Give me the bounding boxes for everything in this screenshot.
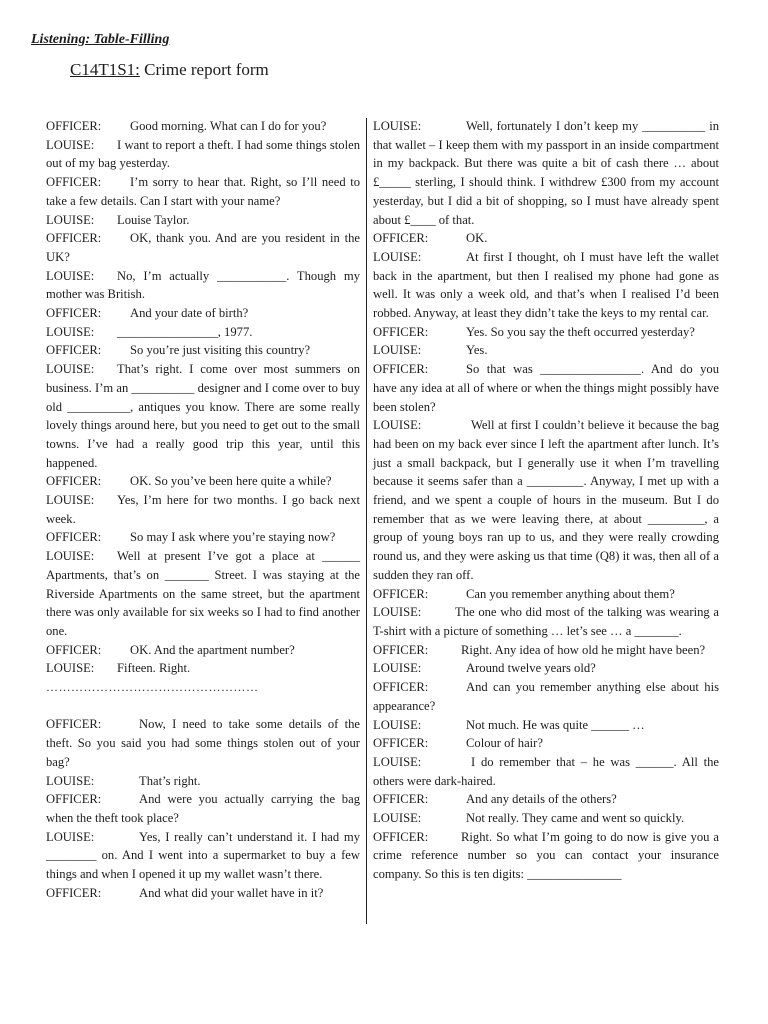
dialogue-line [373, 828, 719, 884]
speaker-label: OFFICER: [373, 324, 429, 339]
speech-text: OK, thank you. And are you resident in the UK? [46, 231, 360, 264]
speaker-label: OFFICER: [373, 792, 429, 807]
dialogue-line [46, 304, 360, 323]
speaker-label: LOUISE: [46, 268, 95, 283]
transcript-left-column [46, 117, 360, 903]
speaker-label: OFFICER: [46, 231, 102, 246]
dialogue-line [373, 659, 719, 678]
speaker-label: LOUISE: [46, 324, 95, 339]
speaker-label: OFFICER: [373, 736, 429, 751]
dialogue-line [373, 641, 719, 660]
speaker-label: LOUISE: [46, 773, 95, 788]
dialogue-line [373, 753, 719, 790]
speaker-label: LOUISE: [373, 418, 422, 433]
speaker-label: OFFICER: [373, 362, 429, 377]
speech-text: And what did your wallet have in it? [139, 885, 324, 900]
speaker-label: OFFICER: [46, 792, 102, 807]
speech-text: At first I thought, oh I must have left the wallet back in the apartment, but then I realised my phone had gone as well. It was only a week old, and that’s when I realised I’d been robbed. Anyway, at least they didn’t take the keys to my rental car. [373, 249, 719, 321]
dialogue-line [373, 416, 719, 584]
speaker-label: LOUISE: [373, 249, 422, 264]
speech-text: I want to report a theft. I had some things stolen out of my bag yesterday. [46, 137, 360, 171]
speech-text: And were you actually carrying the bag when the theft took place? [46, 792, 360, 825]
speaker-label: OFFICER: [373, 586, 429, 601]
dialogue-line [373, 229, 719, 248]
speaker-label: OFFICER: [46, 119, 102, 133]
dialogue-line [373, 248, 719, 323]
speech-text: OK. [466, 231, 488, 246]
dialogue-line [46, 341, 360, 360]
speech-text: Not really. They came and went so quickly. [466, 811, 685, 826]
dialogue-line [373, 323, 719, 342]
speaker-label: OFFICER: [46, 175, 102, 190]
dialogue-line [373, 341, 719, 360]
speaker-label: OFFICER: [46, 343, 102, 358]
speaker-label: OFFICER: [46, 642, 102, 657]
speech-text: Right. So what I’m going to do now is give you a crime reference number so you can contact your insurance company. So this is ten digits: _______________ [373, 829, 719, 882]
speaker-label: LOUISE: [373, 119, 422, 133]
speech-text: And any details of the others? [466, 792, 617, 807]
speaker-label: LOUISE: [373, 717, 422, 732]
page-heading: Listening: Table-Filling [31, 32, 170, 47]
dialogue-line [46, 547, 360, 641]
dialogue-line [373, 716, 719, 735]
dialogue-line [373, 585, 719, 604]
speaker-label: LOUISE: [373, 754, 422, 769]
dialogue-line [46, 211, 360, 230]
speaker-label: LOUISE: [46, 362, 95, 377]
speech-text: Well, fortunately I don’t keep my __________ in that wallet – I keep them with my passport in an inside compartment in my backpack. But there was quite a bit of cash there … about £_____ sterling, I should think. I withdrew £300 from my account yesterday, but I did a bit of shopping, so I must have already spent about £____ of that. [373, 119, 719, 227]
speech-text: Not much. He was quite ______ … [466, 717, 645, 732]
speech-text: Fifteen. Right. [117, 661, 191, 676]
dialogue-line [46, 828, 360, 884]
dialogue-line [46, 472, 360, 491]
speaker-label: OFFICER: [46, 717, 102, 732]
dialogue-line [46, 772, 360, 791]
speech-text: So you’re just visiting this country? [130, 343, 311, 358]
form-title [70, 60, 269, 80]
dialogue-line [373, 603, 719, 640]
dialogue-line [46, 884, 360, 903]
section-gap [46, 697, 360, 716]
speech-text: Colour of hair? [466, 736, 543, 751]
column-divider [366, 118, 367, 924]
speaker-label: LOUISE: [46, 493, 95, 508]
dialogue-line [46, 229, 360, 266]
speaker-label: OFFICER: [46, 306, 102, 321]
speaker-label: LOUISE: [373, 605, 422, 620]
dialogue-line [46, 659, 360, 678]
speaker-label: LOUISE: [46, 661, 95, 676]
speech-text: Right. Any idea of how old he might have been? [461, 642, 706, 657]
dialogue-line [46, 790, 360, 827]
speech-text: That’s right. I come over most summers on business. I’m an __________ designer and I come over to buy old __________, antiques you know. There are some really lovely things around here, but you need to get out to the small towns. I’ve had a really good trip this year, until this happened. [46, 362, 360, 470]
speaker-label: LOUISE: [373, 661, 422, 676]
dialogue-line [46, 491, 360, 528]
test-code: C14T1S1: [70, 60, 140, 79]
speech-text: Yes, I really can’t understand it. I had my ________ on. And I went into a supermarket to buy a few things and when I opened it up my wallet wasn’t there. [46, 829, 360, 882]
speaker-label: LOUISE: [373, 343, 422, 358]
dialogue-line [373, 360, 719, 416]
speaker-label: OFFICER: [373, 680, 429, 695]
speech-text: Yes. [466, 343, 488, 358]
speaker-label: OFFICER: [46, 474, 102, 489]
speech-text: OK. And the apartment number? [130, 642, 295, 657]
speech-text: Can you remember anything about them? [466, 586, 675, 601]
speech-text: So may I ask where you’re staying now? [130, 530, 336, 545]
dialogue-line [46, 641, 360, 660]
speech-text: OK. So you’ve been here quite a while? [130, 474, 332, 489]
dialogue-line [373, 809, 719, 828]
speech-text: Yes, I’m here for two months. I go back next week. [46, 493, 360, 526]
dialogue-line [46, 323, 360, 342]
speech-text: I’m sorry to hear that. Right, so I’ll need to take a few details. Can I start with your name? [46, 175, 360, 208]
form-subtitle: Crime report form [144, 60, 269, 79]
speech-text: Well at present I’ve got a place at ______ Apartments, that’s on _______ Street. I was staying at the Riverside Apartments on the same street, but the apartment there was only available for six weeks so I had to find another one. [46, 549, 360, 638]
speech-text: Now, I need to take some details of the theft. So you said you had some things stolen out of your bag? [46, 717, 360, 769]
dialogue-line [46, 360, 360, 472]
speech-text: That’s right. [139, 773, 201, 788]
transcript-right-column [373, 117, 719, 884]
speech-text: Louise Taylor. [117, 212, 190, 227]
speech-text: So that was ________________. And do you have any idea at all of where or when the things might possibly have been stolen? [373, 362, 719, 414]
speaker-label: OFFICER: [373, 642, 429, 657]
speaker-label: OFFICER: [373, 231, 429, 246]
dialogue-line [373, 117, 719, 229]
speech-text: Yes. So you say the theft occurred yesterday? [466, 324, 695, 339]
speech-text: The one who did most of the talking was wearing a T-shirt with a picture of something … let’s see … a _______. [373, 605, 719, 638]
dialogue-line [46, 528, 360, 547]
dialogue-line [46, 136, 360, 173]
speaker-label: LOUISE: [46, 137, 95, 152]
dialogue-line [46, 715, 360, 771]
speaker-label: OFFICER: [46, 530, 102, 545]
speech-text: I do remember that – he was ______. All the others were dark-haired. [373, 754, 719, 788]
dialogue-line [373, 790, 719, 809]
dialogue-line [46, 267, 360, 304]
speaker-label: OFFICER: [373, 829, 429, 844]
speech-text: ________________, 1977. [117, 324, 253, 339]
section-break-dots: …………………………………………… [46, 680, 259, 695]
dialogue-line [46, 173, 360, 210]
speaker-label: LOUISE: [46, 549, 95, 564]
speaker-label: LOUISE: [46, 212, 95, 227]
speech-text: No, I’m actually ___________. Though my mother was British. [46, 268, 360, 302]
dialogue-line [373, 678, 719, 715]
dialogue-line [46, 117, 360, 136]
speech-text: Around twelve years old? [466, 661, 596, 676]
speech-text: Well at first I couldn’t believe it because the bag had been on my back ever since I left the apartment after lunch. It’s just a small backpack, but I generally use it when I’m travelling because it seems safer than a _________. Anyway, I met up with a friend, and we spent a couple of hours in the museum. But I do remember that as we were leaving there, at about _________, a group of young boys ran up to us, and they were really crowding round us, and they were asking us that time (Q8) it was, then all of a sudden they ran off. [373, 418, 719, 582]
dialogue-line [373, 734, 719, 753]
speech-text: And your date of birth? [130, 306, 249, 321]
speaker-label: LOUISE: [373, 811, 422, 826]
speaker-label: LOUISE: [46, 829, 95, 844]
speech-text: And can you remember anything else about his appearance? [373, 680, 719, 713]
speaker-label: OFFICER: [46, 885, 102, 900]
speech-text: Good morning. What can I do for you? [130, 119, 327, 133]
